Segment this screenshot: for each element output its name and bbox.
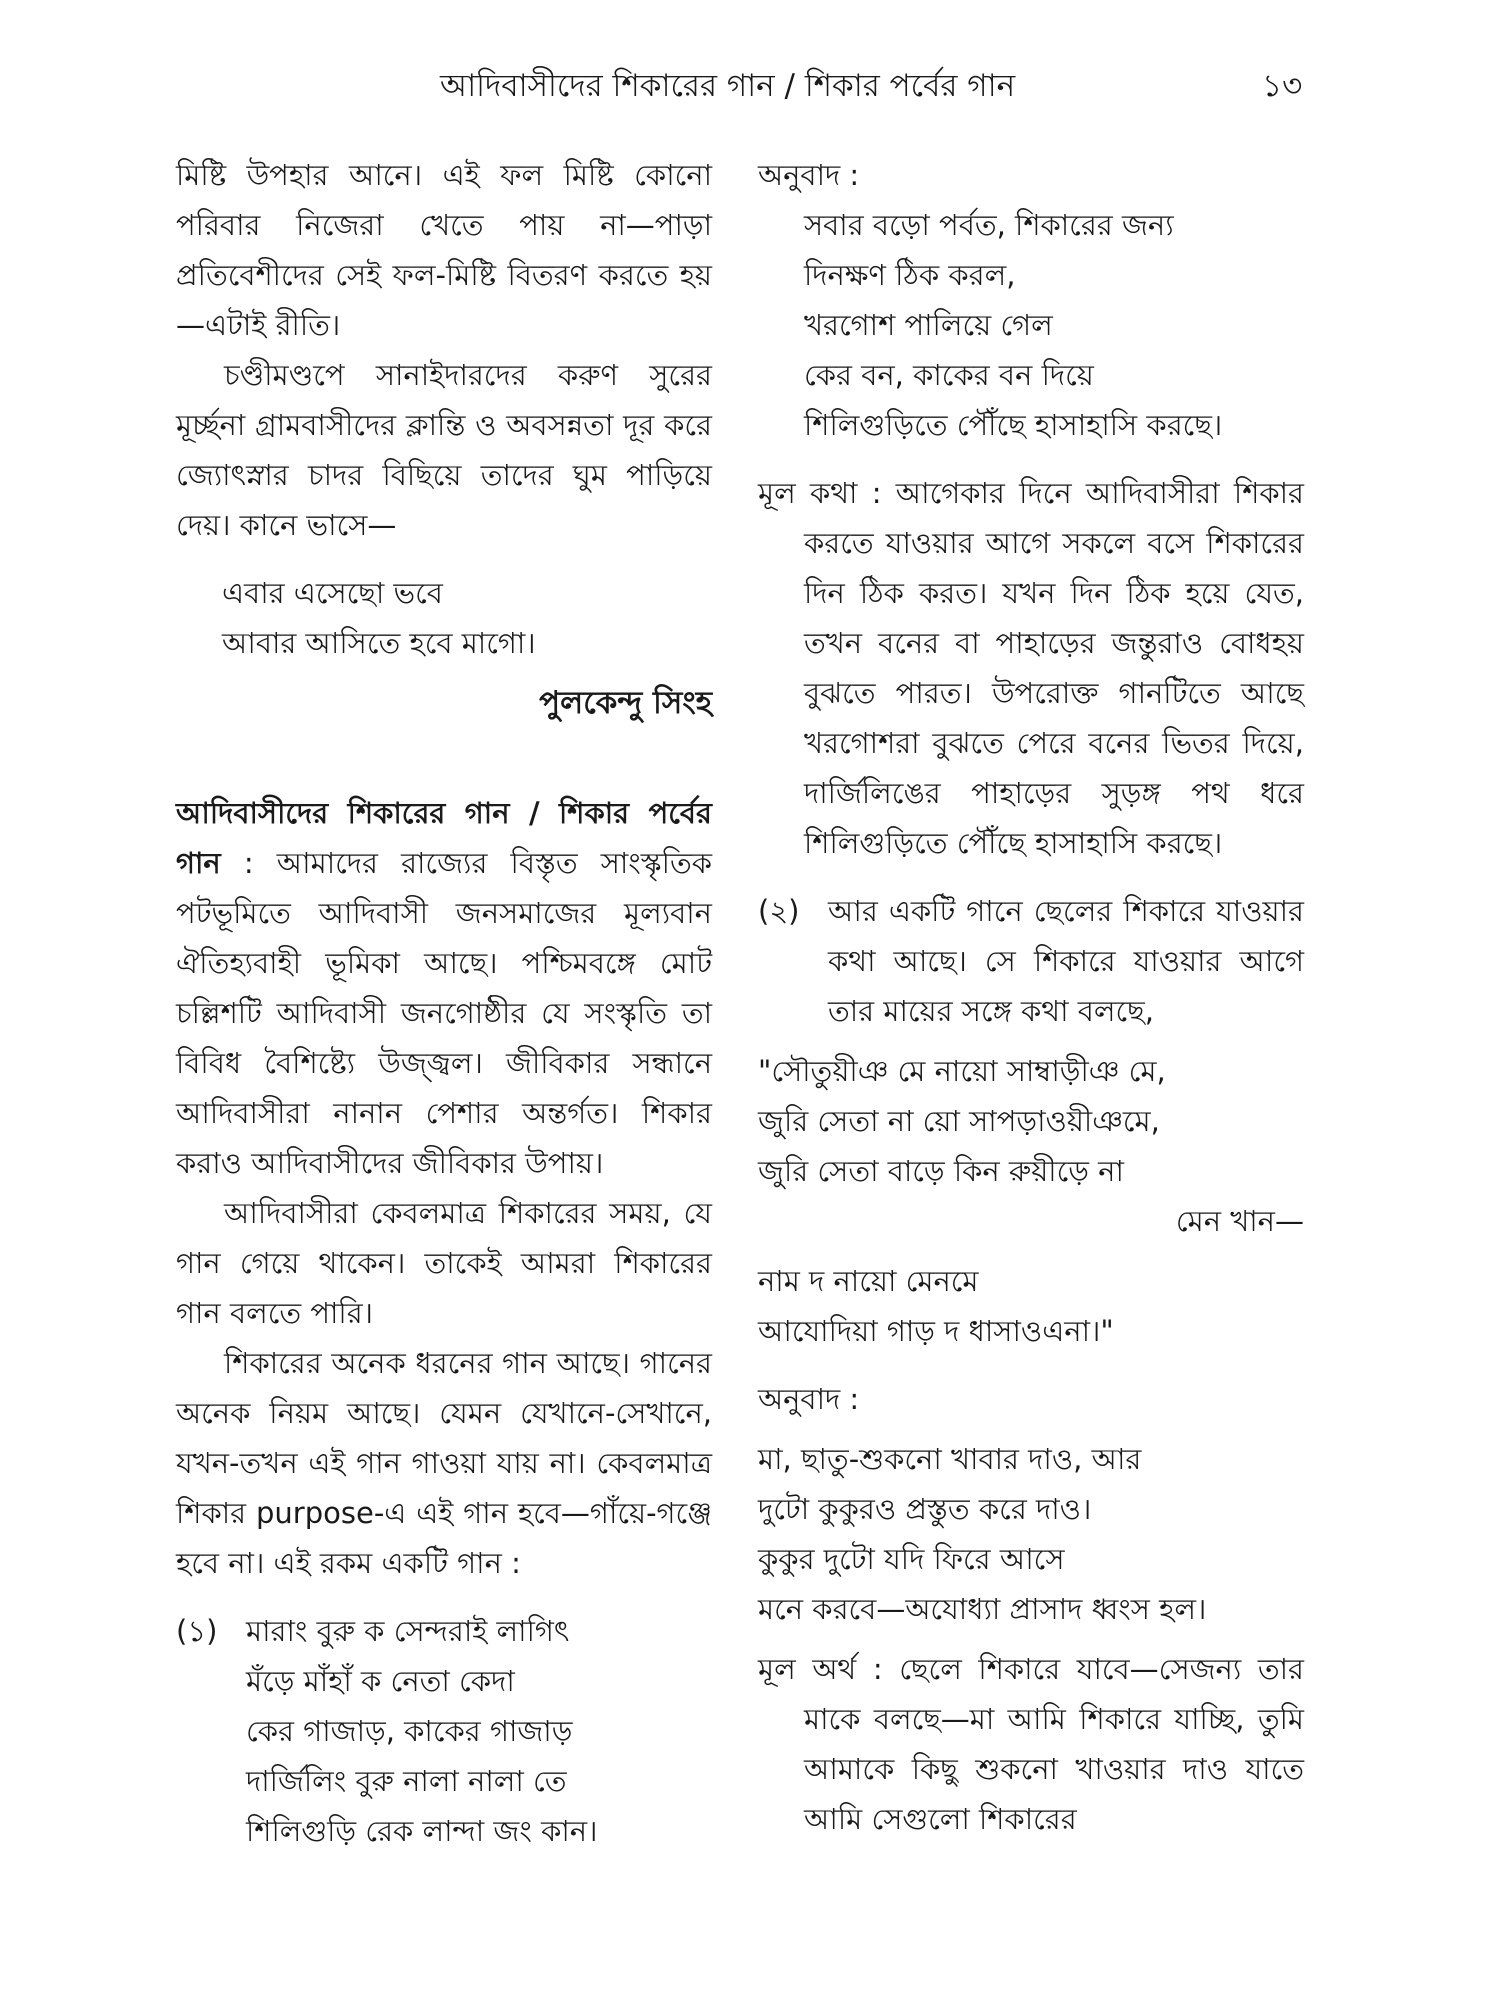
song-line: মারাং বুরু ক সেন্দরাই লাগিৎ bbox=[246, 1614, 570, 1648]
verse-quote bbox=[176, 568, 712, 668]
translation-line: কুকুর দুটো যদি ফিরে আসে bbox=[758, 1542, 1065, 1576]
right-column bbox=[758, 150, 1304, 1844]
song-line-continuation: মেন খান— bbox=[1175, 1204, 1304, 1238]
translation-verse bbox=[758, 1434, 1304, 1634]
section-colon: : bbox=[220, 846, 277, 880]
song-line: জুরি সেতা না য়ো সাপড়াওয়ীঞমে, bbox=[758, 1104, 1160, 1138]
song-line: নাম দ নায়ো মেনমে bbox=[758, 1264, 979, 1298]
verse-line: এবার এসেছো ভবে bbox=[222, 576, 443, 610]
translation-line: শিলিগুড়িতে পৌঁছে হাসাহাসি করছে। bbox=[804, 408, 1223, 442]
page-number: ১৩ bbox=[1262, 68, 1303, 104]
song-line: জুরি সেতা বাড়ে কিন রুয়ীড়ে না bbox=[758, 1154, 1124, 1188]
song-line: শিলিগুড়ি রেক লান্দা জং কান। bbox=[246, 1814, 598, 1848]
translation-label: অনুবাদ : bbox=[758, 1382, 860, 1416]
song-line: আযোদিয়া গাড় দ ধাসাওএনা।" bbox=[758, 1314, 1114, 1348]
main-point-paragraph: মূল কথা : আগেকার দিনে আদিবাসীরা শিকার করতে যাওয়ার আগে সকলে বসে শিকারের দিন ঠিক করত। যখন দিন ঠিক হয়ে যেত, তখন বনের বা পাহাড়ের জন্তুরাও বোধহয় বুঝতে পারত। উপরোক্ত গানটিতে আছে খরগোশরা বুঝতে পেরে বনের ভিতর দিয়ে, দার্জিলিঙের পাহাড়ের সুড়ঙ্গ পথ ধরে শিলিগুড়িতে পৌঁছে হাসাহাসি করছে। bbox=[758, 476, 1304, 860]
running-title: আদিবাসীদের শিকারের গান / শিকার পর্বের গান bbox=[440, 68, 1016, 104]
item-2 bbox=[758, 886, 1304, 1036]
running-header bbox=[0, 62, 1500, 112]
translation-line: সবার বড়ো পর্বত, শিকারের জন্য bbox=[804, 208, 1174, 242]
translation-line: মনে করবে—অযোধ্যা প্রাসাদ ধ্বংস হল। bbox=[758, 1592, 1207, 1626]
translation-line: দিনক্ষণ ঠিক করল, bbox=[804, 258, 1016, 292]
translation-line: খরগোশ পালিয়ে গেল bbox=[804, 308, 1053, 342]
translation-line: মা, ছাতু-শুকনো খাবার দাও, আর bbox=[758, 1442, 1142, 1476]
translation-verse bbox=[758, 200, 1304, 450]
verse-line: আবার আসিতে হবে মাগো। bbox=[222, 626, 536, 660]
section-body: আমাদের রাজ্যের বিস্তৃত সাংস্কৃতিক পটভূমিতে আদিবাসী জনসমাজের মূল্যবান ঐতিহ্যবাহী ভূমিকা আছে। পশ্চিমবঙ্গে মোট চল্লিশটি আদিবাসী জনগোষ্ঠীর যে সংস্কৃতি তা বিবিধ বৈশিষ্ট্যে উজ্জ্বল। জীবিকার সন্ধানে আদিবাসীরা নানান পেশার অন্তর্গত। শিকার করাও আদিবাসীদের জীবিকার উপায়। bbox=[176, 846, 712, 1180]
song-2 bbox=[758, 1046, 1304, 1356]
paragraph: শিকারের অনেক ধরনের গান আছে। গানের অনেক নিয়ম আছে। যেমন যেখানে-সেখানে, যখন-তখন এই গান গাওয়া যায় না। কেবলমাত্র শিকার purpose-এ এই গান হবে—গাঁয়ে-গঞ্জে হবে না। এই রকম একটি গান : bbox=[176, 1346, 712, 1580]
main-point-paragraph: মূল অর্থ : ছেলে শিকারে যাবে—সেজন্য তার মাকে বলছে—মা আমি শিকারে যাচ্ছি, তুমি আমাকে কিছু শুকনো খাওয়ার দাও যাতে আমি সেগুলো শিকারের bbox=[758, 1652, 1304, 1836]
song-line: কের গাজাড়, কাকের গাজাড় bbox=[246, 1714, 573, 1748]
left-column bbox=[176, 150, 712, 1856]
paragraph: আদিবাসীরা কেবলমাত্র শিকারের সময়, যে গান গেয়ে থাকেন। তাকেই আমরা শিকারের গান বলতে পারি। bbox=[176, 1196, 712, 1330]
item-number: (২) bbox=[758, 894, 800, 928]
paragraph: চণ্ডীমণ্ডপে সানাইদারদের করুণ সুরের মূর্চ্ছনা গ্রামবাসীদের ক্লান্তি ও অবসন্নতা দূর করে জ্যোৎস্নার চাদর বিছিয়ে তাদের ঘুম পাড়িয়ে দেয়। কানে ভাসে— bbox=[176, 358, 712, 542]
translation-line: দুটো কুকুরও প্রস্তুত করে দাও। bbox=[758, 1492, 1092, 1526]
item-number: (১) bbox=[176, 1614, 218, 1648]
song-line: দার্জিলিং বুরু নালা নালা তে bbox=[246, 1764, 567, 1798]
section-paragraph bbox=[176, 788, 712, 1188]
song-line: "সৌতুয়ীঞ মে নায়ো সাম্বাড়ীঞ মে, bbox=[758, 1054, 1166, 1088]
song-1 bbox=[176, 1606, 712, 1856]
author-name: পুলকেন্দু সিংহ bbox=[539, 685, 712, 721]
item-text: আর একটি গানে ছেলের শিকারে যাওয়ার কথা আছে। সে শিকারে যাওয়ার আগে তার মায়ের সঙ্গে কথা বলছে, bbox=[828, 894, 1304, 1028]
translation-line: কের বন, কাকের বন দিয়ে bbox=[804, 358, 1094, 392]
paragraph: মিষ্টি উপহার আনে। এই ফল মিষ্টি কোনো পরিবার নিজেরা খেতে পায় না—পাড়া প্রতিবেশীদের সেই ফল-মিষ্টি বিতরণ করতে হয়—এটাই রীতি। bbox=[176, 158, 712, 342]
translation-label: অনুবাদ : bbox=[758, 158, 860, 192]
song-line: মঁড়ে মাঁহাঁ ক নেতা কেদা bbox=[246, 1664, 515, 1698]
section-heading: আদিবাসীদের শিকারের গান / শিকার পর্বের গান bbox=[176, 796, 712, 880]
